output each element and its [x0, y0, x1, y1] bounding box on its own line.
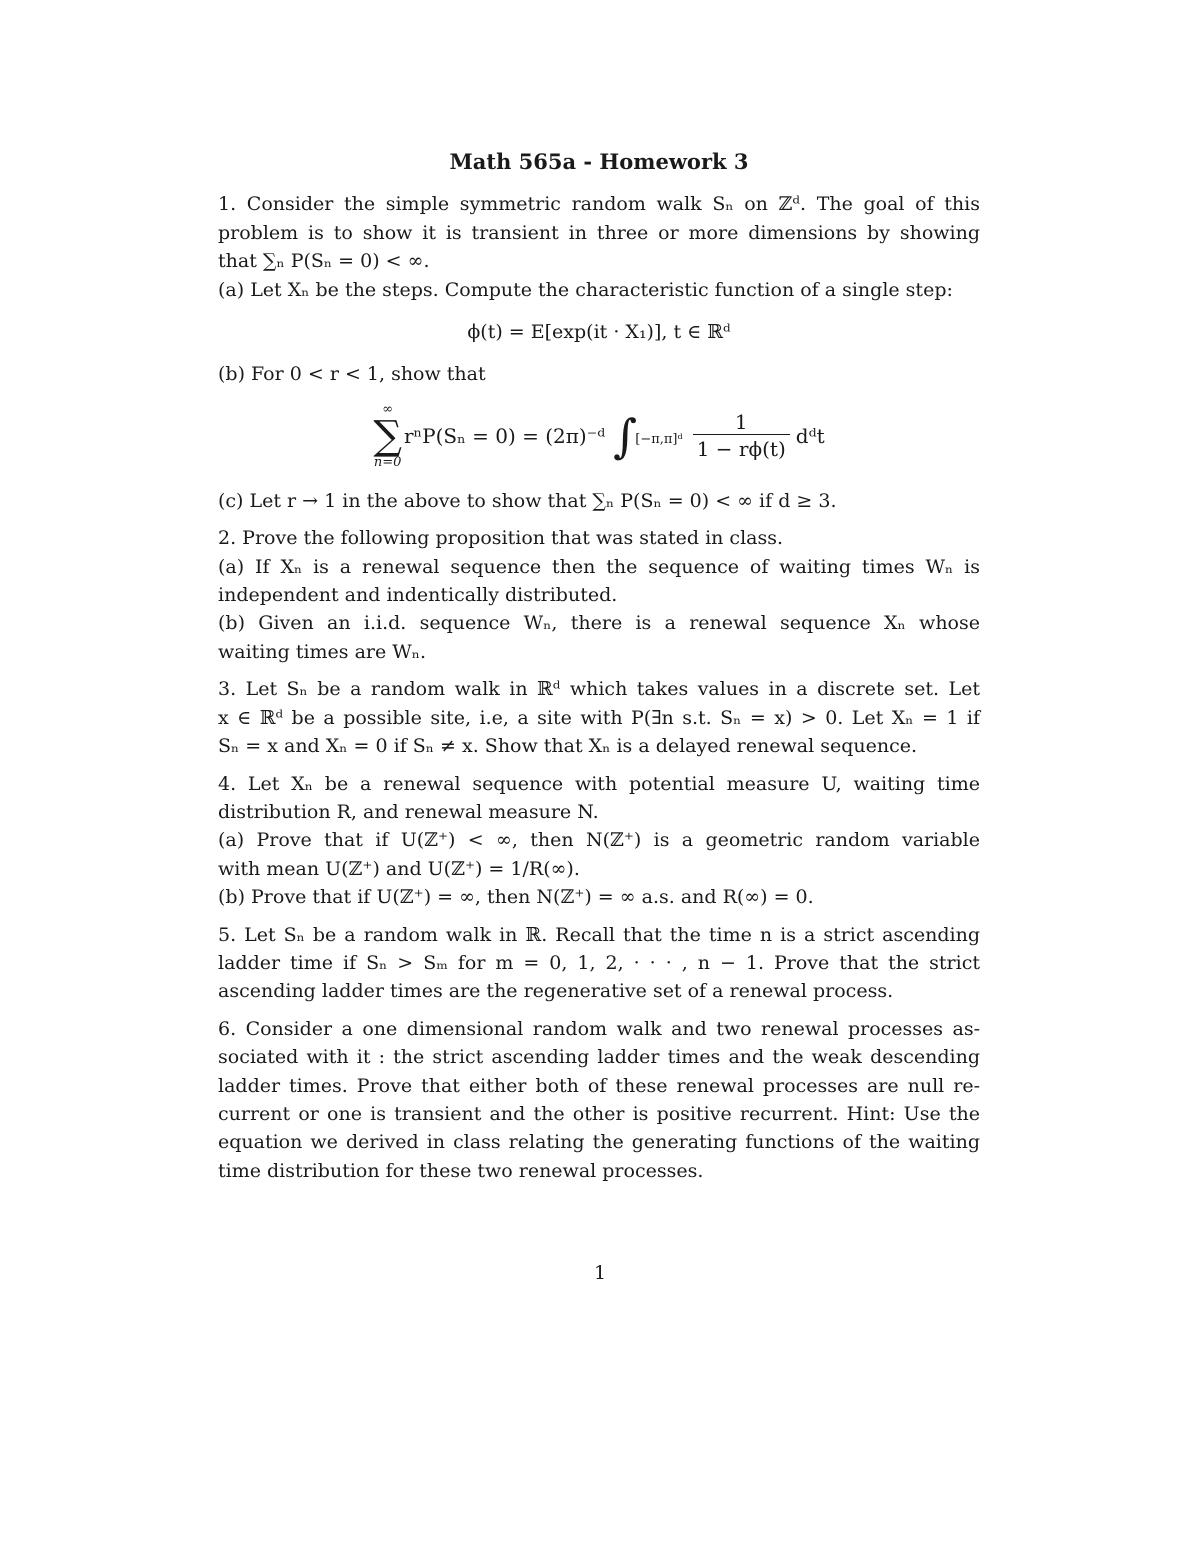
problem-2-line-3: independent and indentically distributed.	[218, 584, 618, 607]
problem-2	[218, 524, 980, 666]
problem-1	[218, 190, 980, 515]
integral-operator	[613, 408, 683, 463]
problem-1-part-b: (b) For 0 < r < 1, show that	[218, 363, 486, 386]
problem-6-line-5: equation we derived in class relating the generating functions of the waiting	[218, 1131, 980, 1154]
equation-characteristic-function: ϕ(t) = E[exp(it · X₁)], t ∈ ℝᵈ	[467, 321, 731, 344]
problem-1-line-2: problem is to show it is transient in three or more dimensions by showing	[218, 221, 980, 244]
sum-symbol: ∑	[373, 412, 402, 459]
problem-1-line-3: that ∑ₙ P(Sₙ = 0) < ∞.	[218, 250, 430, 273]
sum-upper-limit: ∞	[382, 401, 394, 417]
problem-5-line-3: ascending ladder times are the regenerative set of a renewal process.	[218, 980, 894, 1003]
problem-3-line-2: x ∈ ℝᵈ be a possible site, i.e, a site with P(∃n s.t. Sₙ = x) > 0. Let Xₙ = 1 if	[218, 706, 980, 729]
problem-1-part-c: (c) Let r → 1 in the above to show that ∑ₙ P(Sₙ = 0) < ∞ if d ≥ 3.	[218, 489, 837, 512]
problem-3-line-3: Sₙ = x and Xₙ = 0 if Sₙ ≠ x. Show that Xₙ is a delayed renewal sequence.	[218, 735, 918, 758]
integral-measure: dᵈt	[795, 423, 825, 448]
document-body	[218, 148, 980, 1194]
problem-6-line-2: sociated with it : the strict ascending ladder times and the weak descending	[218, 1046, 980, 1069]
problem-6-line-3: ladder times. Prove that either both of these renewal processes are null re-	[218, 1074, 980, 1097]
problem-5-line-1: 5. Let Sₙ be a random walk in ℝ. Recall that the time n is a strict ascending	[218, 923, 980, 946]
integral-symbol: ∫	[613, 408, 638, 463]
equation-lhs: rⁿP(Sₙ = 0) = (2π)⁻ᵈ	[403, 423, 606, 448]
problem-4	[218, 770, 980, 912]
problem-5-line-2: ladder time if Sₙ > Sₘ for m = 0, 1, 2, · · · , n − 1. Prove that the strict	[218, 951, 980, 974]
problem-4-line-3: (a) Prove that if U(ℤ⁺) < ∞, then N(ℤ⁺) is a geometric random variable	[218, 829, 980, 852]
problem-5	[218, 921, 980, 1006]
page-title: Math 565a - Homework 3	[449, 149, 749, 174]
problem-4-line-4: with mean U(ℤ⁺) and U(ℤ⁺) = 1/R(∞).	[218, 857, 580, 880]
equation-generating-sum	[218, 403, 980, 469]
problem-4-line-1: 4. Let Xₙ be a renewal sequence with potential measure U, waiting time	[218, 772, 980, 795]
problem-6	[218, 1015, 980, 1185]
problem-1-part-a: (a) Let Xₙ be the steps. Compute the characteristic function of a single step:	[218, 278, 953, 301]
problem-4-line-5: (b) Prove that if U(ℤ⁺) = ∞, then N(ℤ⁺) = ∞ a.s. and R(∞) = 0.	[218, 886, 814, 909]
problem-2-line-5: waiting times are Wₙ.	[218, 640, 427, 663]
problem-2-line-4: (b) Given an i.i.d. sequence Wₙ, there is a renewal sequence Xₙ whose	[218, 612, 980, 635]
problem-3	[218, 675, 980, 760]
fraction-numerator: 1	[734, 410, 748, 435]
problem-6-line-1: 6. Consider a one dimensional random walk and two renewal processes as-	[218, 1017, 980, 1040]
problem-1-line-1: 1. Consider the simple symmetric random walk Sₙ on ℤᵈ. The goal of this	[218, 193, 980, 216]
integral-domain: [−π,π]ᵈ	[635, 432, 683, 448]
fraction	[693, 410, 790, 461]
problem-6-line-6: time distribution for these two renewal processes.	[218, 1159, 704, 1182]
sum-lower-limit: n=0	[373, 454, 402, 470]
problem-3-line-1: 3. Let Sₙ be a random walk in ℝᵈ which takes values in a discrete set. Let	[218, 678, 980, 701]
problem-6-line-4: current or one is transient and the other is positive recurrent. Hint: Use the	[218, 1102, 980, 1125]
problem-2-line-2: (a) If Xₙ is a renewal sequence then the sequence of waiting times Wₙ is	[218, 555, 980, 578]
problem-2-line-1: 2. Prove the following proposition that was stated in class.	[218, 527, 784, 550]
problem-4-line-2: distribution R, and renewal measure N.	[218, 800, 599, 823]
fraction-denominator: 1 − rϕ(t)	[693, 434, 790, 461]
page-number: 1	[593, 1262, 607, 1284]
sum-operator	[373, 403, 402, 469]
